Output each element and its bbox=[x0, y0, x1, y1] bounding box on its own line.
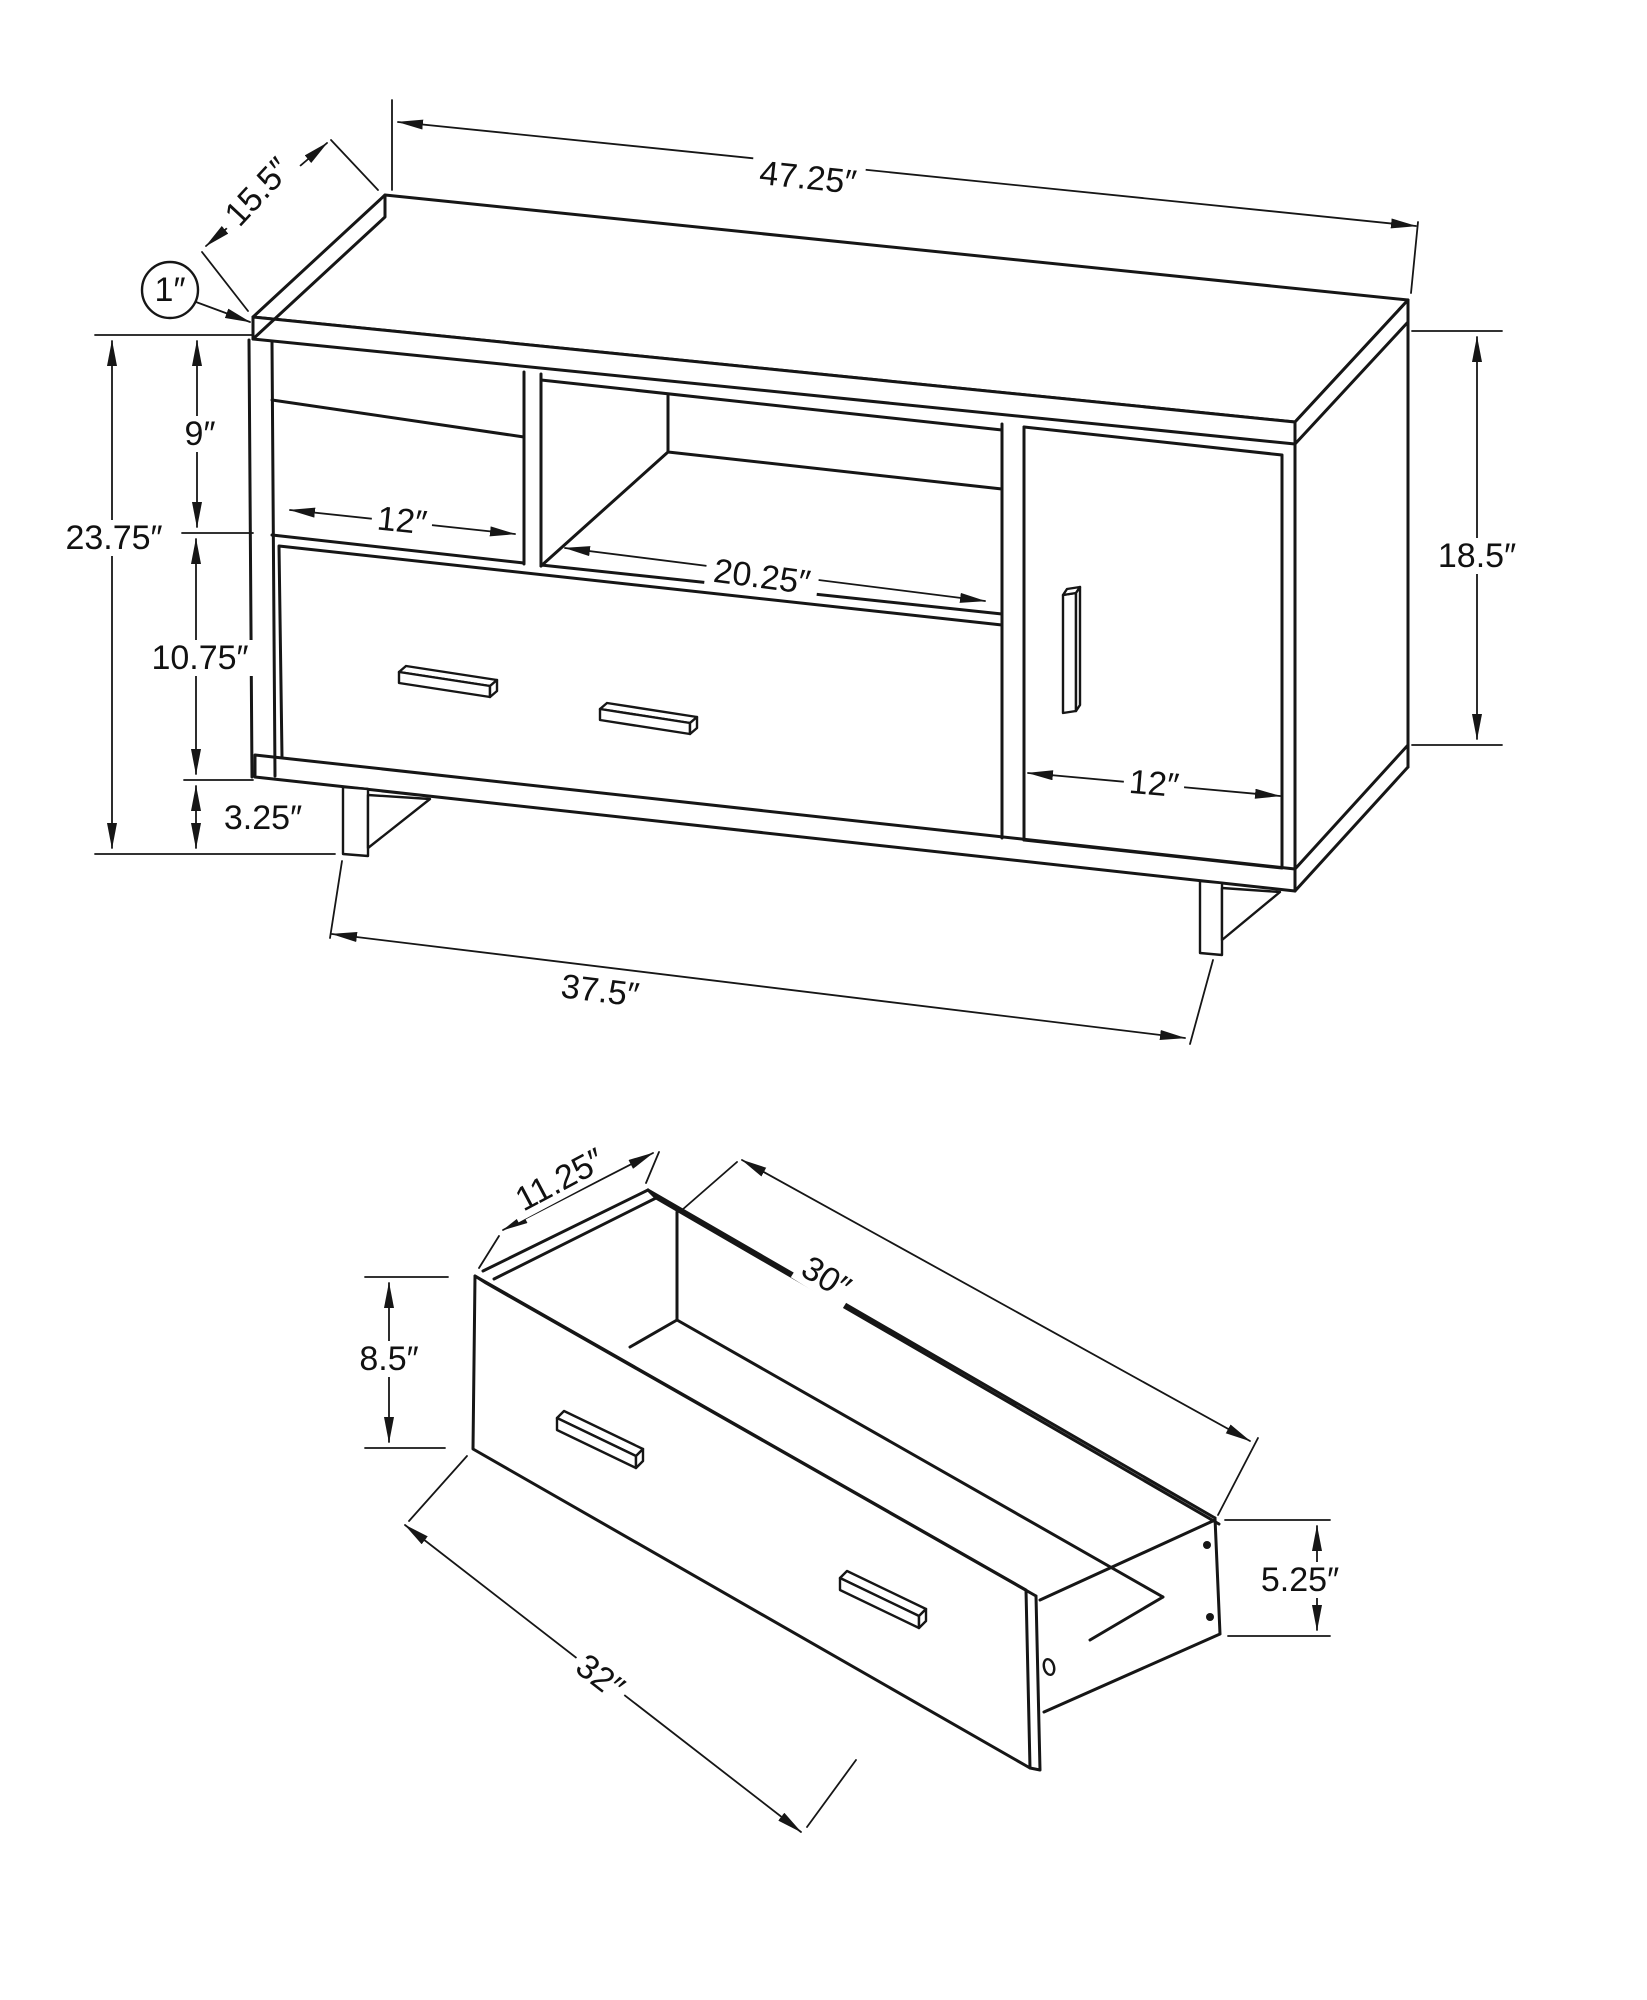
dim-label-overall-depth bbox=[212, 144, 305, 240]
dim-label-text-drawer-section-height: 10.75″ bbox=[151, 639, 249, 677]
left-side-panel bbox=[249, 340, 275, 777]
dim-top-thickness-leader bbox=[196, 302, 250, 322]
dim-label-leg-height bbox=[215, 799, 311, 837]
dim-label-text-overall-width: 47.25″ bbox=[757, 154, 859, 202]
dim-label-top-thickness bbox=[142, 262, 198, 318]
dim-label-drawer-side-height bbox=[1252, 1561, 1348, 1599]
dim-label-text-drawer-front-height: 8.5″ bbox=[359, 1340, 419, 1378]
dim-label-text-drawer-front-length: 32″ bbox=[568, 1646, 632, 1708]
front-right-leg bbox=[1200, 881, 1222, 955]
front-left-leg-gusset bbox=[368, 795, 430, 848]
dim-label-text-drawer-depth: 11.25″ bbox=[509, 1141, 611, 1219]
dim-label-text-overall-depth: 15.5″ bbox=[217, 150, 299, 234]
door-divider bbox=[1002, 424, 1024, 840]
dim-label-text-overall-height: 23.75″ bbox=[65, 519, 163, 557]
base-board bbox=[255, 745, 1408, 891]
door-handle bbox=[1063, 587, 1080, 713]
dim-overall-width bbox=[398, 122, 1416, 226]
dim-label-open-shelf-height bbox=[179, 415, 222, 453]
front-right-leg-gusset bbox=[1222, 888, 1280, 940]
dim-label-left-opening-width bbox=[370, 499, 434, 543]
dim-label-text-drawer-side-height: 5.25″ bbox=[1260, 1561, 1340, 1599]
drawer-front-panel bbox=[473, 1276, 1030, 1768]
dim-label-text-center-opening-width: 20.25″ bbox=[711, 551, 813, 603]
dim-label-drawer-front-height bbox=[350, 1340, 428, 1378]
dim-base-width bbox=[332, 934, 1185, 1038]
dim-label-drawer-front-length bbox=[564, 1644, 635, 1711]
dim-label-drawer-section-height bbox=[144, 639, 257, 677]
center-divider bbox=[524, 372, 541, 566]
dim-label-base-width bbox=[550, 966, 649, 1015]
front-left-leg bbox=[343, 787, 368, 856]
cam-hole bbox=[1042, 1658, 1056, 1676]
screw-hole-top bbox=[1203, 1541, 1211, 1549]
dim-label-text-top-thickness: 1″ bbox=[154, 271, 186, 309]
dim-label-text-base-width: 37.5″ bbox=[558, 967, 642, 1015]
screw-hole-bottom bbox=[1206, 1613, 1214, 1621]
dim-label-text-side-panel-height: 18.5″ bbox=[1437, 537, 1517, 575]
dim-label-text-left-opening-width: 12″ bbox=[375, 499, 429, 543]
drawer-handle-left bbox=[399, 666, 497, 697]
dim-label-text-drawer-back-length: 30″ bbox=[794, 1248, 858, 1308]
drawer-view bbox=[365, 1152, 1330, 1832]
dim-label-overall-height bbox=[58, 519, 171, 557]
dim-label-drawer-back-length bbox=[790, 1246, 861, 1310]
dim-label-door-width bbox=[1122, 762, 1186, 805]
dim-label-side-panel-height bbox=[1429, 537, 1525, 575]
dim-label-text-open-shelf-height: 9″ bbox=[184, 415, 216, 453]
dim-label-overall-width bbox=[750, 153, 866, 203]
dim-label-text-door-width: 12″ bbox=[1127, 762, 1181, 806]
dim-label-text-leg-height: 3.25″ bbox=[223, 799, 303, 837]
drawer-handle-right bbox=[600, 703, 697, 734]
